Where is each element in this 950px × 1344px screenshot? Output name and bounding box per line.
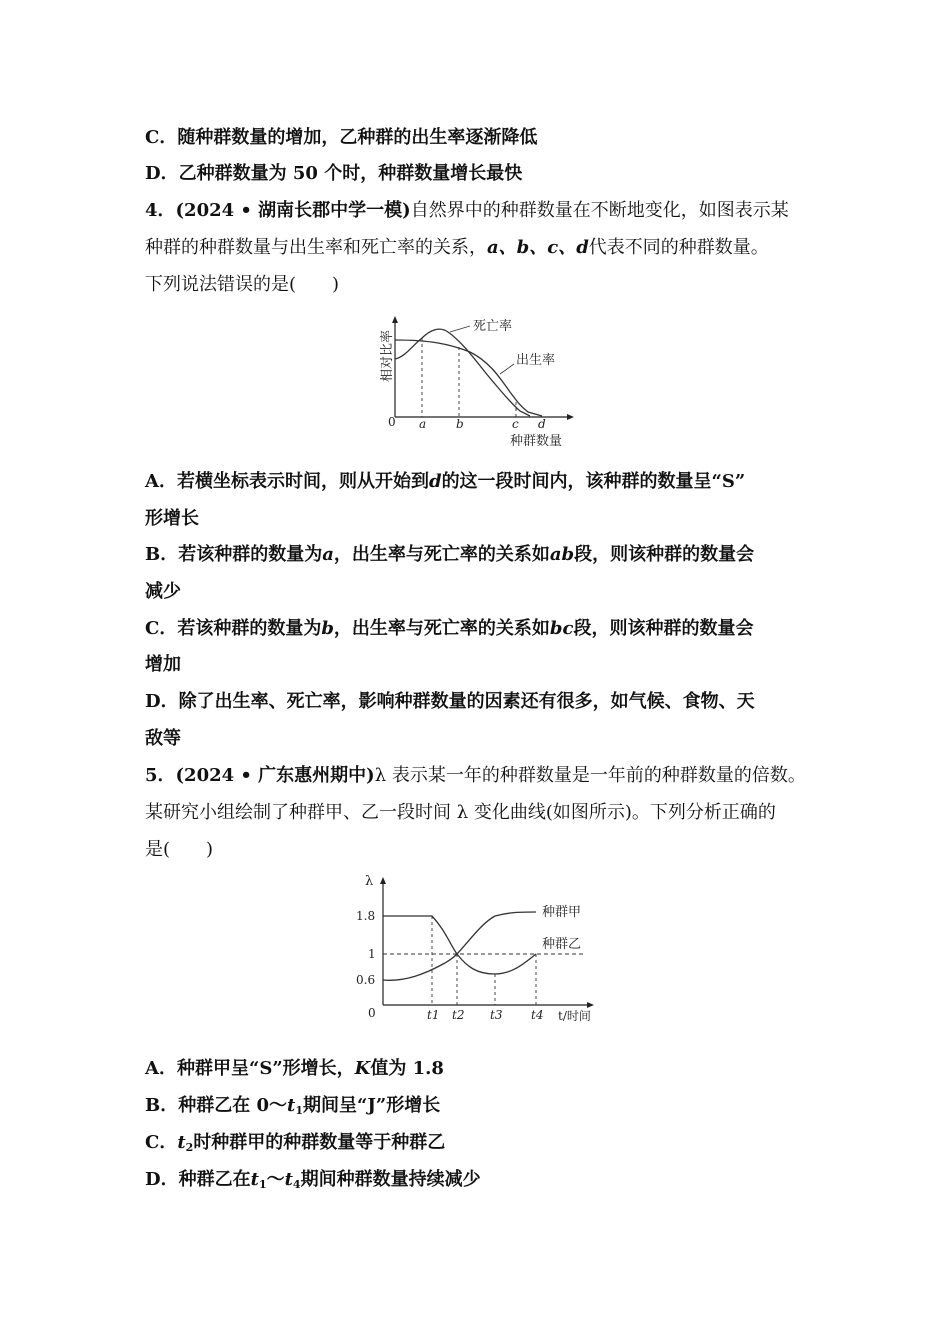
q4-option-a-line2: 形增长 xyxy=(145,508,199,529)
q5-option-d-text2: 期间种群数量持续减少 xyxy=(300,1169,481,1190)
q4-option-a-text2: 的这一段时间内，该种群的数量呈“S” xyxy=(441,471,746,492)
q4-origin: 0 xyxy=(388,415,396,429)
q4-number: 4． xyxy=(145,200,176,221)
q5-series-jia-curve xyxy=(383,916,536,974)
q4-option-c-seg: bc xyxy=(549,618,574,639)
q5-number: 5． xyxy=(145,765,176,786)
q4-stem-vars: a、b、c、d xyxy=(487,237,589,258)
q4-tick-d: d xyxy=(538,417,546,431)
q4-stem-tail: 代表不同的种群数量。 xyxy=(588,237,769,258)
q5-stem-line3: 是( ) xyxy=(145,839,214,860)
q3-option-c: C．随种群数量的增加，乙种群的出生率逐渐降低 xyxy=(145,127,538,148)
q5-y-label: λ xyxy=(365,874,374,889)
q5-option-c-sub: 2 xyxy=(185,1141,194,1154)
q5-xtick-t4: t4 xyxy=(531,1008,544,1022)
q5-stem-text1: λ 表示某一年的种群数量是一年前的种群数量的倍数。 xyxy=(374,765,806,786)
q5-option-d-t2: t xyxy=(284,1169,293,1190)
q4-tick-b: b xyxy=(456,417,464,431)
q5-ytick-1-8: 1.8 xyxy=(356,909,376,923)
q5-option-b-text1: B．种群乙在 0～ xyxy=(145,1095,288,1116)
q5-option-d-sub1: 1 xyxy=(258,1178,267,1191)
q4-x-label: 种群数量 xyxy=(510,434,563,449)
q4-x-axis-arrow xyxy=(567,414,574,420)
q4-option-b-line2: 减少 xyxy=(145,581,181,602)
q4-death-rate-curve xyxy=(395,329,530,416)
q5-option-a-text2: 值为 1.8 xyxy=(370,1058,444,1079)
q4-option-a-var: d xyxy=(428,471,442,492)
q5-option-b-sub: 1 xyxy=(295,1104,303,1117)
q4-option-d-line1: D．除了出生率、死亡率，影响种群数量的因素还有很多，如气候、食物、天 xyxy=(145,691,755,712)
q4-birth-label: 出生率 xyxy=(516,353,556,368)
q4-option-c-text3: 段，则该种群的数量会 xyxy=(573,618,754,639)
q4-death-label: 死亡率 xyxy=(473,319,513,334)
q5-option-b-t: t xyxy=(287,1095,296,1116)
q4-option-a-text1: A．若横坐标表示时间，则从开始到 xyxy=(145,471,429,492)
q5-stem-line2: 某研究小组绘制了种群甲、乙一段时间 λ 变化曲线(如图所示)。下列分析正确的 xyxy=(145,802,776,823)
q5-option-d-mid: ～ xyxy=(266,1169,285,1190)
q5-option-c-t: t xyxy=(177,1132,186,1153)
q5-xtick-t2: t2 xyxy=(452,1008,465,1022)
q5-option-d-t1: t xyxy=(250,1169,259,1190)
q4-birth-death-chart xyxy=(370,312,590,450)
q4-stem-line3: 下列说法错误的是( ) xyxy=(145,274,340,295)
q4-stem-line1 xyxy=(145,199,789,223)
q4-option-b-text1: B．若该种群的数量为 xyxy=(145,544,323,565)
q4-option-c-line1 xyxy=(145,617,753,641)
q4-source: (2024 • 湖南长郡中学一模) xyxy=(175,200,411,221)
q5-source: (2024 • 广东惠州期中) xyxy=(175,765,375,786)
q4-stem-line2 xyxy=(145,236,769,260)
q4-tick-a: a xyxy=(419,417,427,431)
q4-option-d-line2: 敌等 xyxy=(145,728,181,749)
q5-option-d-text1: D．种群乙在 xyxy=(145,1169,251,1190)
q4-birth-rate-curve xyxy=(395,340,542,416)
q4-option-c-line2: 增加 xyxy=(145,654,181,675)
q5-ytick-1: 1 xyxy=(368,947,376,961)
q4-option-c-var: b xyxy=(321,618,334,639)
q5-ytick-0-6: 0.6 xyxy=(356,973,376,987)
q5-series-yi-label: 种群乙 xyxy=(542,937,582,952)
q4-y-label: 相对比率 xyxy=(380,329,395,382)
q4-tick-c: c xyxy=(512,417,519,431)
q5-option-b xyxy=(145,1094,440,1123)
q4-option-c-text1: C．若该种群的数量为 xyxy=(145,618,322,639)
q5-lambda-chart xyxy=(350,870,610,1032)
q5-option-a-var: K xyxy=(354,1058,371,1079)
q5-option-a xyxy=(145,1057,444,1081)
q4-birth-leader xyxy=(500,364,514,374)
q5-option-d-sub2: 4 xyxy=(292,1178,301,1191)
q4-stem-text1: 自然界中的种群数量在不断地变化，如图表示某 xyxy=(410,200,789,221)
q5-origin: 0 xyxy=(368,1006,376,1020)
q4-option-b-seg: ab xyxy=(549,544,575,565)
q5-option-d xyxy=(145,1168,481,1197)
q4-option-a-line1 xyxy=(145,470,745,494)
q5-xtick-t3: t3 xyxy=(490,1008,503,1022)
q4-option-b-var: a xyxy=(322,544,334,565)
q5-xtick-t1: t1 xyxy=(427,1008,440,1022)
q5-x-label: t/时间 xyxy=(558,1009,591,1023)
q4-option-c-text2: ，出生率与死亡率的关系如 xyxy=(333,618,550,639)
q4-y-axis-arrow xyxy=(392,316,398,323)
q4-option-b-text2: ，出生率与死亡率的关系如 xyxy=(333,544,550,565)
q5-option-c xyxy=(145,1131,445,1160)
q4-stem-text2: 种群的种群数量与出生率和死亡率的关系， xyxy=(145,237,487,258)
q5-x-axis-arrow xyxy=(587,1002,594,1008)
q5-option-c-text2: 时种群甲的种群数量等于种群乙 xyxy=(193,1132,446,1153)
q5-option-a-text1: A．种群甲呈“S”形增长， xyxy=(145,1058,355,1079)
q5-stem-line1 xyxy=(145,764,806,788)
q5-series-jia-label: 种群甲 xyxy=(542,905,582,920)
q5-y-axis-arrow xyxy=(380,877,386,884)
q5-option-c-prefix: C． xyxy=(145,1132,178,1153)
q4-option-b-text3: 段，则该种群的数量会 xyxy=(574,544,755,565)
q3-option-d: D．乙种群数量为 50 个时，种群数量增长最快 xyxy=(145,163,523,184)
q4-option-b-line1 xyxy=(145,543,754,567)
q5-option-b-text2: 期间呈“J”形增长 xyxy=(303,1095,441,1116)
q4-death-leader xyxy=(450,326,470,332)
